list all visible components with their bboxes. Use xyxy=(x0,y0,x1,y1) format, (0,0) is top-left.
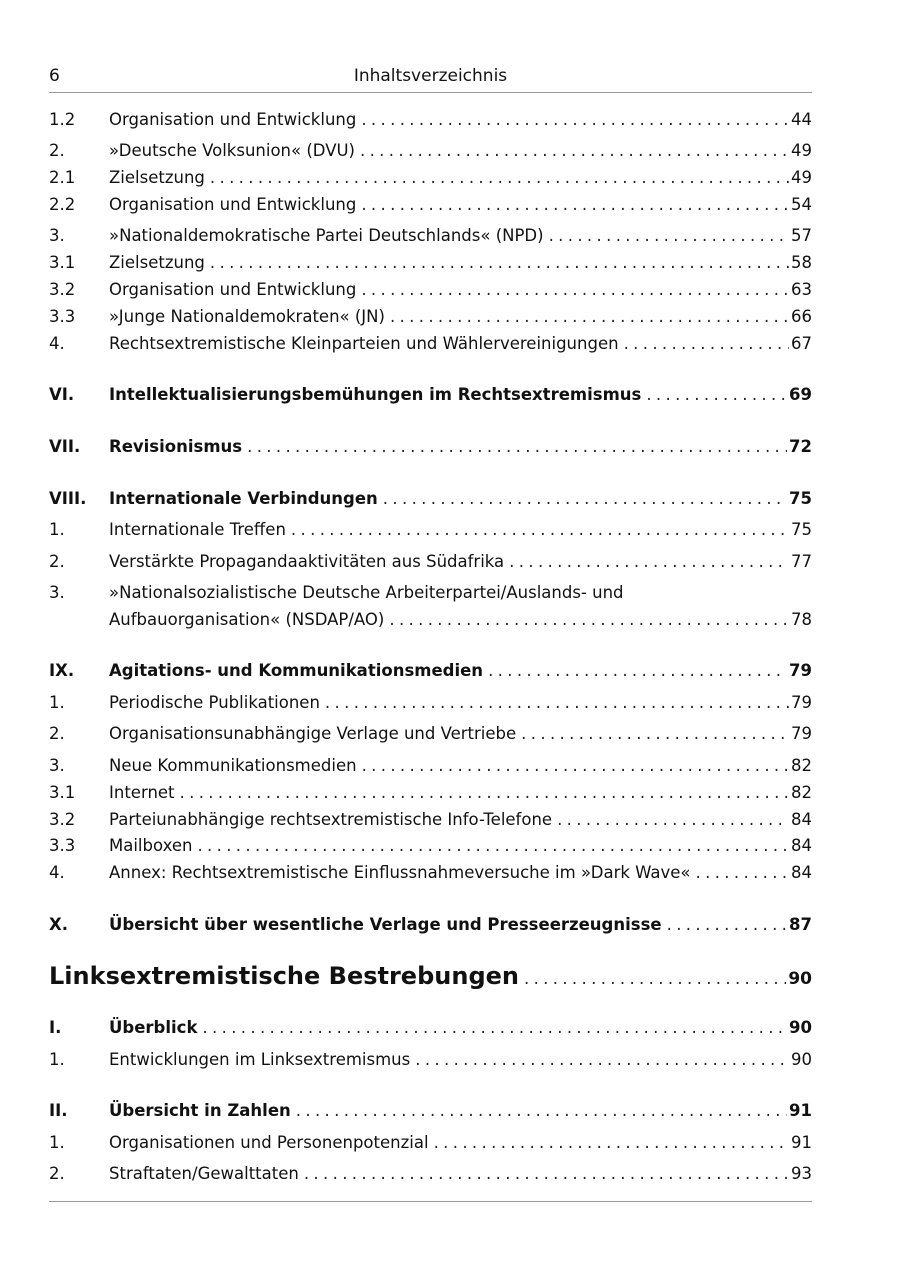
toc-entry[interactable] xyxy=(49,279,812,301)
entry-title: Organisationen und Personenpotenzial xyxy=(109,1133,429,1152)
entry-number: 2. xyxy=(49,141,65,160)
entry-number: 2. xyxy=(49,724,65,743)
entry-number: 3. xyxy=(49,226,65,245)
chapter-page: 69 xyxy=(789,385,812,404)
entry-page: 84 xyxy=(791,810,812,829)
page-header xyxy=(49,64,812,88)
toc-entry[interactable] xyxy=(49,862,812,884)
entry-title: Organisation und Entwicklung xyxy=(109,280,357,299)
entry-title: Organisation und Entwicklung xyxy=(109,195,357,214)
entry-page: 49 xyxy=(791,141,812,160)
entry-title: »Deutsche Volksunion« (DVU) xyxy=(109,141,355,160)
entry-page: 54 xyxy=(791,195,812,214)
entry-page: 91 xyxy=(791,1133,812,1152)
dot-leader xyxy=(415,1049,789,1071)
entry-number: 3. xyxy=(49,756,65,775)
entry-page: 79 xyxy=(791,724,812,743)
chapter-title: Internationale Verbindungen xyxy=(109,489,378,508)
entry-number: 4. xyxy=(49,334,65,353)
dot-leader xyxy=(624,333,789,355)
entry-page: 49 xyxy=(791,168,812,187)
entry-title: Entwicklungen im Linksextremismus xyxy=(109,1050,411,1069)
chapter-number: II. xyxy=(49,1101,68,1120)
dot-leader xyxy=(383,488,787,510)
dot-leader xyxy=(557,809,789,831)
toc-chapter[interactable] xyxy=(49,914,812,936)
dot-leader xyxy=(549,225,789,247)
chapter-title: Übersicht in Zahlen xyxy=(109,1101,291,1120)
chapter-page: 91 xyxy=(789,1101,812,1120)
entry-title-line2: Aufbauorganisation« (NSDAP/AO) xyxy=(109,610,385,629)
entry-page: 44 xyxy=(791,110,812,129)
toc-entry[interactable] xyxy=(49,692,812,714)
header-rule xyxy=(49,92,812,93)
part-page: 90 xyxy=(788,969,812,989)
entry-title: Neue Kommunikationsmedien xyxy=(109,756,357,775)
entry-number: 3.3 xyxy=(49,836,76,855)
dot-leader xyxy=(646,384,787,406)
toc-chapter[interactable] xyxy=(49,384,812,406)
chapter-title: Intellektualisierungsbemühungen im Rechtsextremismus xyxy=(109,385,642,404)
entry-page: 57 xyxy=(791,226,812,245)
entry-title: »Junge Nationaldemokraten« (JN) xyxy=(109,307,385,326)
chapter-page: 79 xyxy=(789,661,812,680)
chapter-number: IX. xyxy=(49,661,75,680)
entry-title: Annex: Rechtsextremistische Einflussnahmeversuche im »Dark Wave« xyxy=(109,863,691,882)
entry-page: 84 xyxy=(791,863,812,882)
chapter-number: VI. xyxy=(49,385,75,404)
entry-number: 3.3 xyxy=(49,307,76,326)
toc-entry[interactable] xyxy=(49,109,812,131)
dot-leader xyxy=(434,1132,789,1154)
entry-title: Periodische Publikationen xyxy=(109,693,320,712)
entry-title: »Nationaldemokratische Partei Deutschlands« (NPD) xyxy=(109,226,544,245)
entry-number: 1. xyxy=(49,693,65,712)
entry-number: 2. xyxy=(49,1164,65,1183)
chapter-title: Revisionismus xyxy=(109,437,243,456)
entry-title: Zielsetzung xyxy=(109,168,205,187)
running-title: Inhaltsverzeichnis xyxy=(353,66,508,86)
entry-page: 63 xyxy=(791,280,812,299)
entry-page: 84 xyxy=(791,836,812,855)
dot-leader xyxy=(325,692,789,714)
dot-leader xyxy=(180,782,789,804)
chapter-number: I. xyxy=(49,1018,62,1037)
toc-entry[interactable] xyxy=(49,782,812,804)
dot-leader xyxy=(361,109,789,131)
entry-number: 3. xyxy=(49,583,65,602)
entry-page: 79 xyxy=(791,693,812,712)
toc-entry[interactable] xyxy=(49,167,812,189)
entry-page: 82 xyxy=(791,756,812,775)
footer-rule xyxy=(49,1201,812,1202)
toc-entry[interactable] xyxy=(49,140,812,162)
page-number: 6 xyxy=(49,66,60,86)
toc-entry[interactable] xyxy=(49,723,812,745)
dot-leader xyxy=(304,1163,789,1185)
entry-number: 3.1 xyxy=(49,783,76,802)
entry-page: 82 xyxy=(791,783,812,802)
dot-leader xyxy=(488,660,787,682)
toc-entry[interactable] xyxy=(49,194,812,216)
toc-chapter[interactable] xyxy=(49,1100,812,1122)
dot-leader xyxy=(362,755,789,777)
chapter-page: 72 xyxy=(789,437,812,456)
toc-entry[interactable] xyxy=(49,333,812,355)
chapter-title: Überblick xyxy=(109,1018,198,1037)
chapter-page: 87 xyxy=(789,915,812,934)
entry-number: 3.2 xyxy=(49,280,76,299)
toc-chapter[interactable] xyxy=(49,660,812,682)
dot-leader xyxy=(291,519,789,541)
entry-page: 77 xyxy=(791,552,812,571)
toc-entry[interactable] xyxy=(49,519,812,541)
entry-title: Organisation und Entwicklung xyxy=(109,110,357,129)
toc-part-heading[interactable] xyxy=(49,961,812,991)
entry-page: 78 xyxy=(791,610,812,629)
toc-chapter[interactable] xyxy=(49,1017,812,1039)
entry-title: Verstärkte Propagandaaktivitäten aus Südafrika xyxy=(109,552,505,571)
dot-leader xyxy=(524,964,786,994)
toc-entry[interactable] xyxy=(49,835,812,857)
entry-page: 75 xyxy=(791,520,812,539)
entry-number: 3.1 xyxy=(49,253,76,272)
entry-page: 93 xyxy=(791,1164,812,1183)
toc-entry[interactable] xyxy=(49,755,812,777)
entry-title: Organisationsunabhängige Verlage und Vertriebe xyxy=(109,724,517,743)
chapter-number: VIII. xyxy=(49,489,87,508)
entry-page: 90 xyxy=(791,1050,812,1069)
entry-title: Internet xyxy=(109,783,175,802)
part-title: Linksextremistische Bestrebungen xyxy=(49,962,519,990)
entry-page: 67 xyxy=(791,334,812,353)
toc-chapter[interactable] xyxy=(49,488,812,510)
toc-entry[interactable] xyxy=(49,306,812,328)
entry-number: 1.2 xyxy=(49,110,76,129)
toc-entry[interactable] xyxy=(49,1049,812,1071)
toc-entry[interactable] xyxy=(49,225,812,247)
entry-number: 3.2 xyxy=(49,810,76,829)
entry-title: Parteiunabhängige rechtsextremistische Info-Telefone xyxy=(109,810,553,829)
toc-entry[interactable] xyxy=(49,252,812,274)
chapter-page: 90 xyxy=(789,1018,812,1037)
dot-leader xyxy=(360,140,789,162)
dot-leader xyxy=(696,862,789,884)
toc-chapter[interactable] xyxy=(49,436,812,458)
entry-title: Rechtsextremistische Kleinparteien und Wählervereinigungen xyxy=(109,334,619,353)
dot-leader xyxy=(509,551,789,573)
chapter-page: 75 xyxy=(789,489,812,508)
dot-leader xyxy=(389,609,789,631)
dot-leader xyxy=(247,436,787,458)
entry-title-line1: »Nationalsozialistische Deutsche Arbeiterpartei/Auslands- und xyxy=(109,583,624,602)
entry-page: 58 xyxy=(791,253,812,272)
entry-number: 1. xyxy=(49,1133,65,1152)
chapter-number: VII. xyxy=(49,437,81,456)
toc-entry[interactable] xyxy=(49,1132,812,1154)
toc-entry-second-line[interactable] xyxy=(49,609,812,631)
dot-leader xyxy=(197,835,789,857)
toc-entry[interactable] xyxy=(49,809,812,831)
entry-title: Zielsetzung xyxy=(109,253,205,272)
entry-number: 2. xyxy=(49,552,65,571)
dot-leader xyxy=(361,279,789,301)
chapter-title: Übersicht über wesentliche Verlage und Presseerzeugnisse xyxy=(109,915,662,934)
entry-number: 4. xyxy=(49,863,65,882)
toc-entry[interactable] xyxy=(49,551,812,573)
dot-leader xyxy=(210,167,789,189)
chapter-title: Agitations- und Kommunikationsmedien xyxy=(109,661,484,680)
dot-leader xyxy=(296,1100,787,1122)
entry-page: 66 xyxy=(791,307,812,326)
entry-number: 2.1 xyxy=(49,168,76,187)
toc-entry-first-line[interactable] xyxy=(49,582,812,604)
dot-leader xyxy=(667,914,787,936)
dot-leader xyxy=(361,194,789,216)
entry-title: Internationale Treffen xyxy=(109,520,286,539)
entry-number: 1. xyxy=(49,520,65,539)
chapter-number: X. xyxy=(49,915,68,934)
dot-leader xyxy=(210,252,789,274)
dot-leader xyxy=(521,723,789,745)
entry-number: 2.2 xyxy=(49,195,76,214)
entry-title: Straftaten/Gewalttaten xyxy=(109,1164,299,1183)
dot-leader xyxy=(390,306,789,328)
toc-entry[interactable] xyxy=(49,1163,812,1185)
dot-leader xyxy=(202,1017,787,1039)
entry-title: Mailboxen xyxy=(109,836,193,855)
entry-number: 1. xyxy=(49,1050,65,1069)
